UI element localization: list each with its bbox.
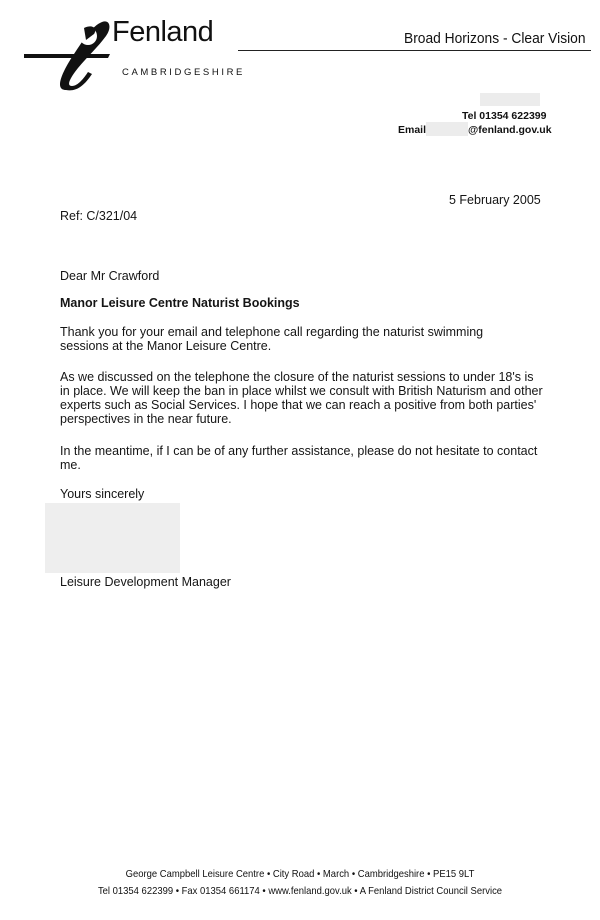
- redacted-signature: [45, 503, 180, 573]
- paragraph-1: Thank you for your email and telephone call regarding the naturist swimming sessions at the Manor Leisure Centre.: [60, 325, 484, 353]
- footer: [0, 868, 600, 897]
- letter-ref: Ref: C/321/04: [60, 209, 138, 223]
- redacted-name: [480, 93, 540, 106]
- footer-contact: Tel 01354 622399 • Fax 01354 661174 • www.fenland.gov.uk • A Fenland District Council Service: [97, 885, 503, 897]
- org-subtitle: CAMBRIDGESHIRE: [122, 67, 245, 78]
- paragraph-2: As we discussed on the telephone the closure of the naturist sessions to under 18's is in place. We will keep the ban in place whilst we consult with British Naturism and other experts such as Social Services. I hope that we can reach a positive from both parties' perspectives in the near future.: [60, 370, 543, 426]
- redacted-email-user: [426, 122, 468, 136]
- header-rule: [238, 50, 591, 51]
- contact-email-domain: @fenland.gov.uk: [468, 124, 552, 136]
- salutation: Dear Mr Crawford: [60, 269, 160, 283]
- org-name: Fenland: [112, 16, 214, 48]
- contact-email-label: Email: [398, 124, 427, 136]
- tagline: Broad Horizons - Clear Vision: [404, 30, 586, 47]
- closing: Yours sincerely: [60, 487, 145, 501]
- paragraph-3: In the meantime, if I can be of any further assistance, please do not hesitate to contact me.: [60, 444, 538, 472]
- footer-address: George Campbell Leisure Centre • City Road • March • Cambridgeshire • PE15 9LT: [125, 868, 475, 880]
- contact-tel: Tel 01354 622399: [462, 110, 547, 122]
- letter-date: 5 February 2005: [449, 193, 541, 207]
- fenland-logo-icon: [22, 14, 112, 94]
- subject-line: Manor Leisure Centre Naturist Bookings: [60, 296, 300, 310]
- signatory-title: Leisure Development Manager: [60, 575, 231, 589]
